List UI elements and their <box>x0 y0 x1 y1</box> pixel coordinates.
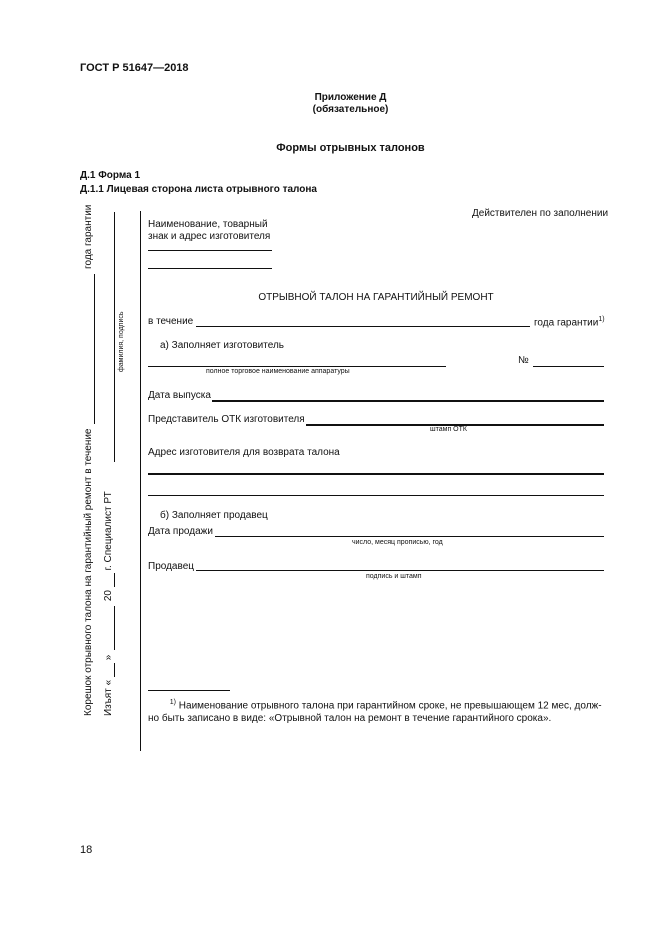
return-address-line-2[interactable] <box>148 495 604 496</box>
otk-label: Представитель ОТК изготовителя <box>148 414 305 425</box>
part-b-heading: б) Заполняет продавец <box>160 510 268 521</box>
stub-signature-line <box>114 212 115 462</box>
stub-line2-part3: 20 <box>103 590 114 602</box>
footnote <box>148 696 618 725</box>
seller-label: Продавец <box>148 561 194 572</box>
stub-line2-part1: Изъят « <box>103 679 114 716</box>
sale-date-label: Дата продажи <box>148 526 213 537</box>
manufacturer-label-1: Наименование, товарный <box>148 219 268 230</box>
appendix-status: (обязательное) <box>312 104 389 115</box>
release-date-label: Дата выпуска <box>148 390 211 401</box>
stub-text-line2 <box>103 491 115 716</box>
footnote-mark: 1) <box>169 699 176 706</box>
release-date-field[interactable] <box>212 400 604 402</box>
manufacturer-line-1[interactable] <box>148 250 272 251</box>
stub-warranty-blank <box>83 274 95 424</box>
full-name-caption: полное торговое наименование аппаратуры <box>206 368 350 375</box>
section-title: Формы отрывных талонов <box>276 142 425 154</box>
manufacturer-label-2: знак и адрес изготовителя <box>148 231 271 242</box>
return-address-line-1[interactable] <box>148 473 604 475</box>
clause-d11: Д.1.1 Лицевая сторона листа отрывного талона <box>80 184 317 195</box>
tear-line <box>140 211 141 751</box>
seller-caption: подпись и штамп <box>366 573 422 580</box>
seller-field[interactable] <box>196 570 604 571</box>
sale-date-field[interactable] <box>215 536 604 537</box>
appendix-title: Приложение Д <box>314 92 387 103</box>
valid-note: Действителен по заполнении <box>472 208 609 219</box>
stub-year-blank <box>103 573 115 587</box>
stub-line2-part2: » <box>103 654 114 661</box>
stub-month-blank <box>103 606 115 650</box>
footnote-separator <box>148 690 230 691</box>
otk-caption: штамп ОТК <box>430 426 467 433</box>
warranty-period-field[interactable] <box>196 326 530 327</box>
sale-date-caption: число, месяц прописью, год <box>352 539 443 546</box>
footnote-line-1 <box>148 696 618 712</box>
stub-signature-caption: фамилия, подпись <box>118 311 125 372</box>
document-code: ГОСТ Р 51647—2018 <box>80 62 189 74</box>
stub-line2-part4: г. Специалист РТ <box>103 491 114 571</box>
footnote-text-1: Наименование отрывного талона при гарантийном сроке, не превышающем 12 мес, долж- <box>178 700 602 712</box>
manufacturer-line-2[interactable] <box>148 268 272 269</box>
clause-d1: Д.1 Форма 1 <box>80 170 141 181</box>
stub-line1-part2: года гарантии <box>83 204 94 269</box>
warranty-years-label <box>534 316 605 328</box>
during-label: в течение <box>148 316 194 327</box>
stub-line1-part1: Корешок отрывного талона на гарантийный ремонт в течение <box>83 428 94 716</box>
part-a-heading: а) Заполняет изготовитель <box>160 340 284 351</box>
form-title: ОТРЫВНОЙ ТАЛОН НА ГАРАНТИЙНЫЙ РЕМОНТ <box>258 292 494 303</box>
number-label: № <box>518 355 529 366</box>
page-number: 18 <box>80 844 93 856</box>
return-address-label: Адрес изготовителя для возврата талона <box>148 447 340 458</box>
footnote-text-2: но быть записано в виде: «Отрывной талон на ремонт в течение гарантийного срока». <box>148 713 552 725</box>
footnote-ref: 1) <box>598 316 605 323</box>
full-name-field[interactable] <box>148 366 446 367</box>
warranty-years-text: года гарантии <box>534 317 599 329</box>
stub-day-blank <box>103 663 115 677</box>
stub-text-line1 <box>83 205 95 716</box>
serial-number-field[interactable] <box>533 366 604 367</box>
